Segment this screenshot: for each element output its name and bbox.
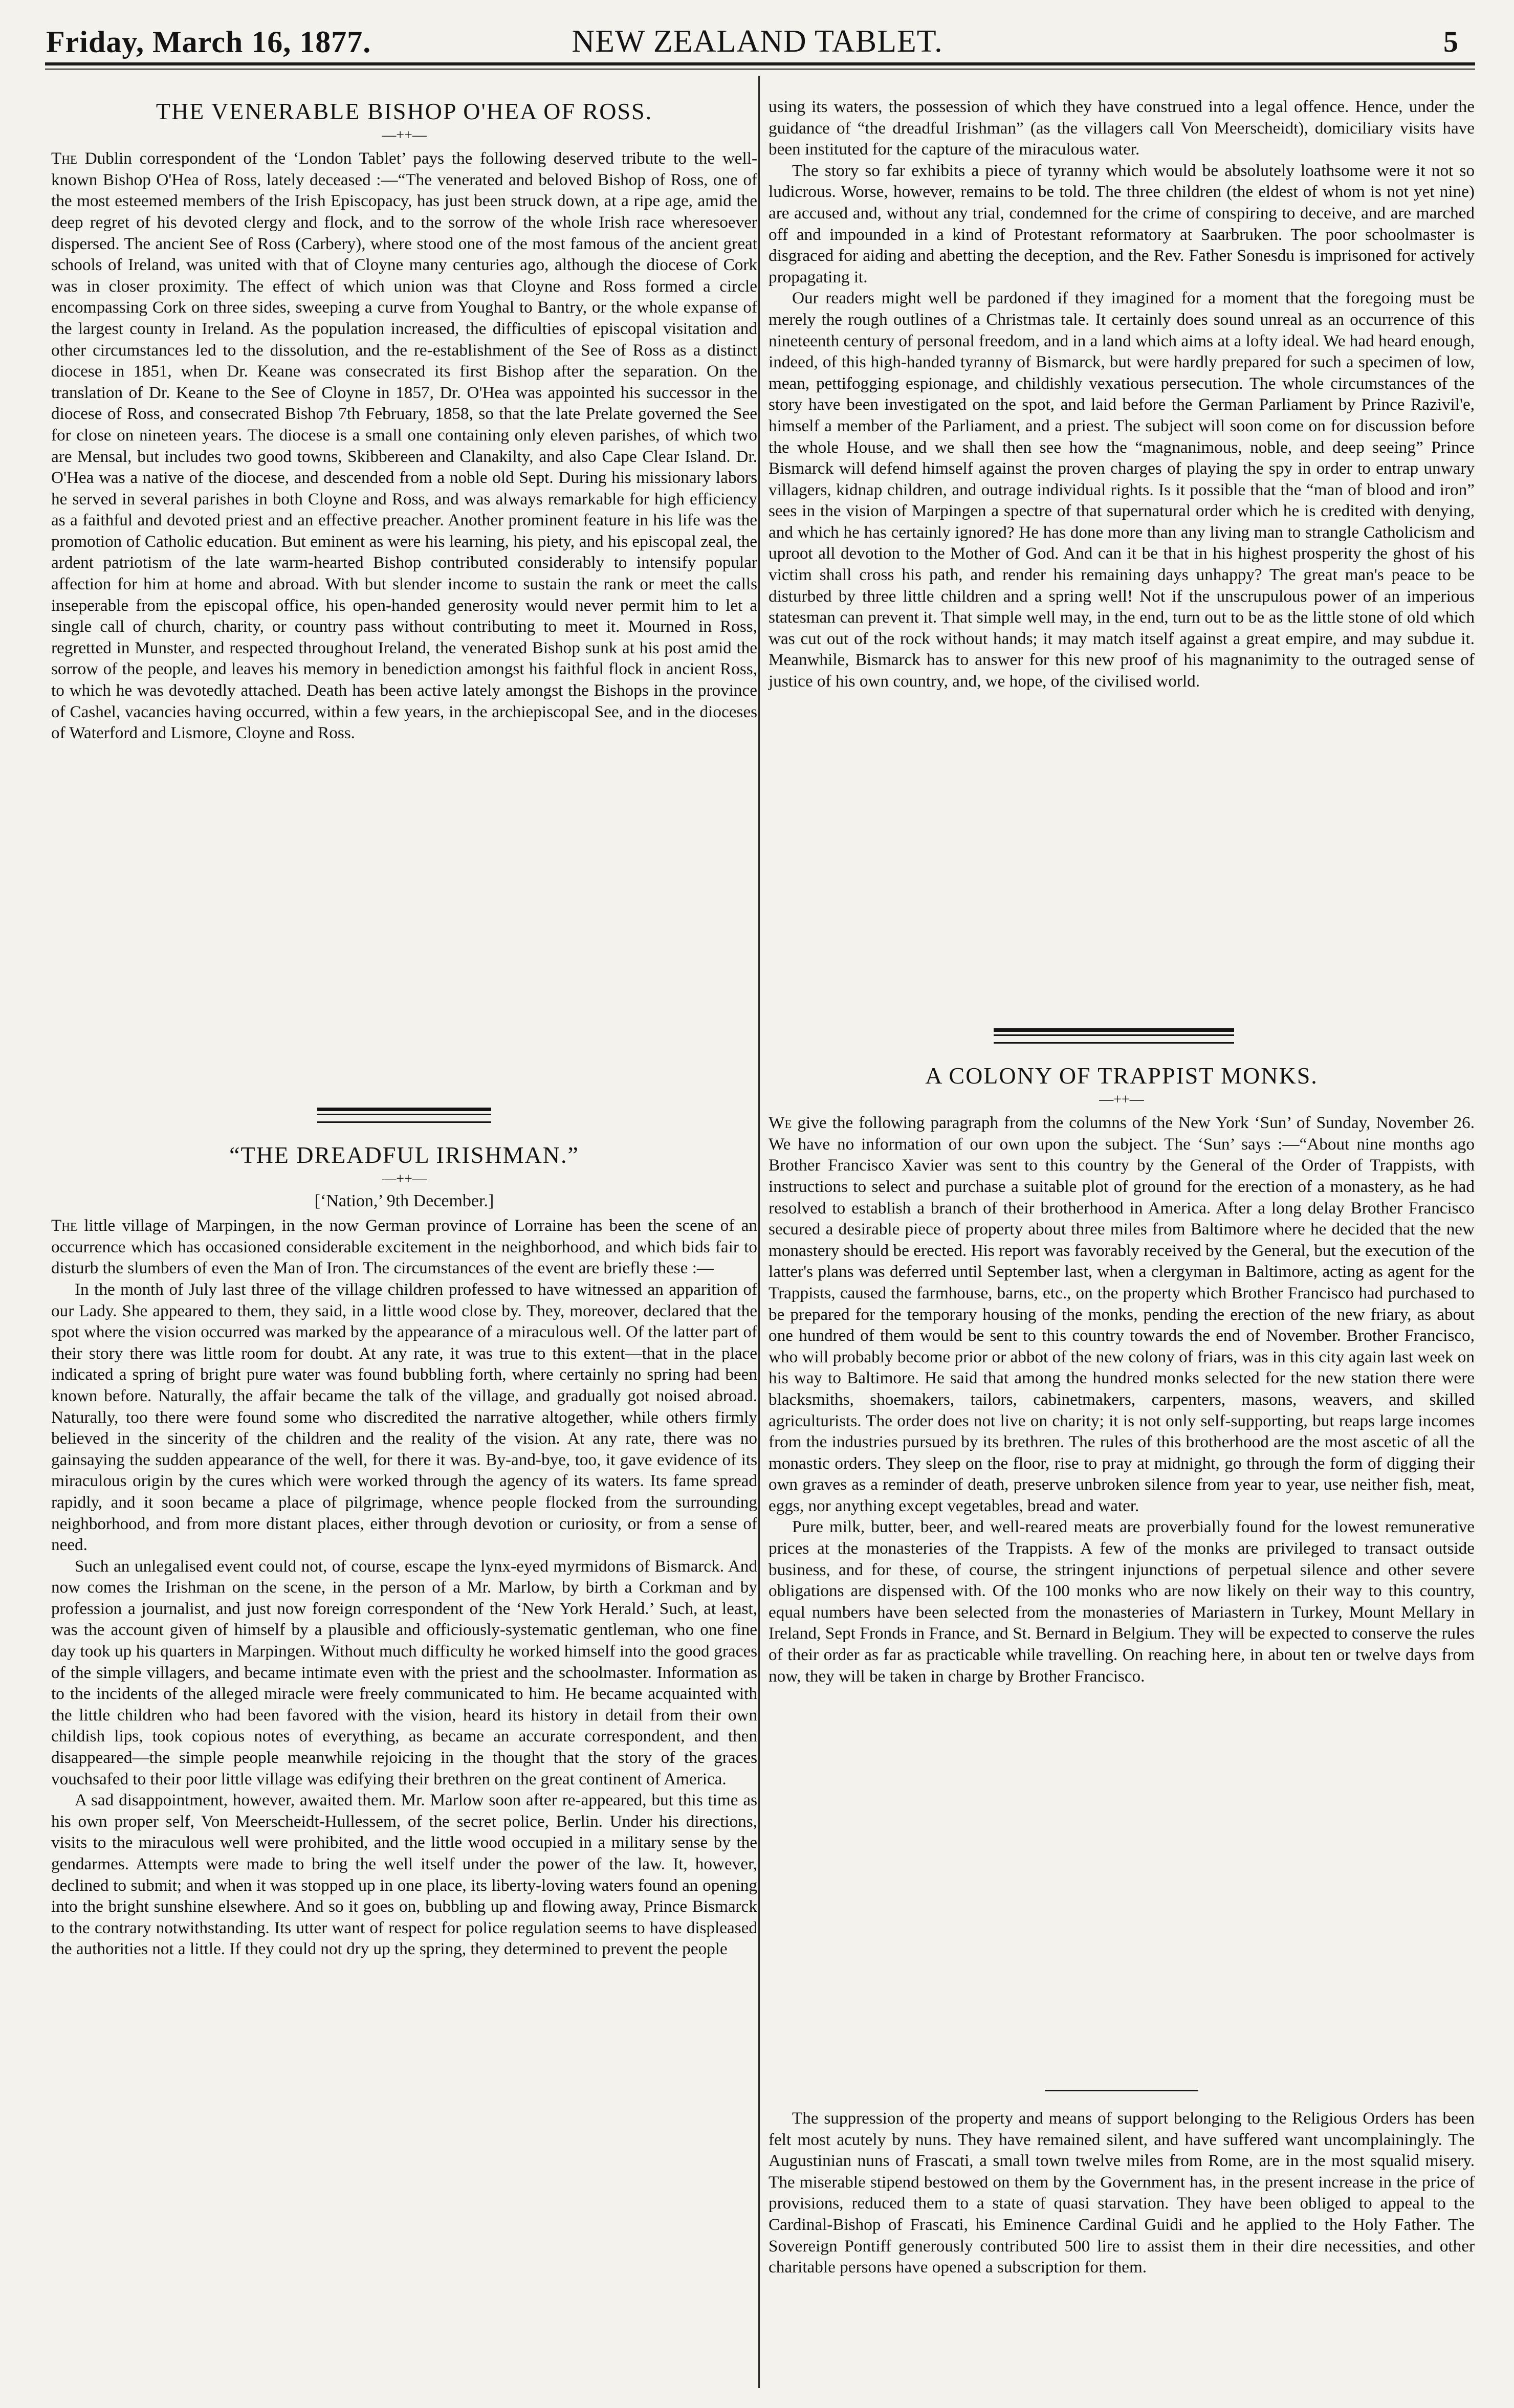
lead-word: We (769, 1113, 792, 1133)
ornament-divider: —++— (382, 127, 427, 144)
masthead-rule (45, 62, 1475, 65)
article-paragraph: Pure milk, butter, beer, and well-reared meats are proverbially found for the lowest remunerative prices at the monasteries of the Trappists. A few of the monks are privileged to transact outside business, and for these, of course, the stringent injunctions of perpetual silence and other severe obligations are dispensed with. Of the 100 monks who are now likely on their way to this country, equal numbers have been selected from the monasteries of Mariastern in Turkey, Mount Mellary in Ireland, Sept Fronds in France, and St. Bernard in Belgium. They will be expected to conserve the rules of their order as far as practicable while travelling. On reaching here, in about ten or twelve days from now, they will be taken in charge by Brother Francisco. (769, 1517, 1475, 1686)
masthead (38, 20, 1476, 61)
article-separator (317, 1108, 491, 1123)
issue-date: Friday, March 16, 1877. (46, 25, 371, 59)
article-paragraph: In the month of July last three of the village children professed to have witnessed an apparition of our Lady. She appeared to them, they said, in a little wood close by. They, moreover, declared that the spot where the vision occurred was marked by the appearance of a miraculous well. Of the latter part of their story there was little room for doubt. At any rate, it was true to this extent—that in the place indicated a spring of bright pure water was found bubbling forth, where certainly no spring had been known before. Naturally, the affair became the talk of the village, and gradually got noised abroad. Naturally, too there were found some who discredited the narrative altogether, while others firmly believed in the sincerity of the children and the reality of the vision. At any rate, there was no gainsaying the sudden appearance of the well, for there it was. By-and-bye, too, it gave evidence of its miraculous origin by the cures which were worked through the agency of its waters. Its fame spread rapidly, and it soon became a place of pilgrimage, whence people flocked from the surrounding neighborhood, and from more distant places, either through devotion or curiosity, or from a sense of need. (51, 1279, 757, 1555)
article-paragraph: The suppression of the property and means of support belonging to the Religious Orders has been felt most acutely by nuns. They have remained silent, and have suffered want uncomplainingly. The Augustinian nuns of Frascati, a small town twelve miles from Rome, are in the most squalid misery. The miserable stipend bestowed on them by the Government has, in the present increase in the price of provisions, reduced them to a state of quasi starvation. They have been obliged to appeal to the Cardinal-Bishop of Frascati, his Eminence Cardinal Guidi and he applied to the Holy Father. The Sovereign Pontiff generously contributed 500 lire to assist them in their dire necessities, and other charitable persons have opened a subscription for them. (769, 2109, 1475, 2277)
column-divider (758, 76, 760, 2388)
article-nuns-suppression (769, 2108, 1475, 2278)
article-paragraph: using its waters, the possession of which they have construed into a legal offence. Hence, under the guidance of “the dreadful Irishman” (as the villagers call Von Meerscheidt), domiciliary visits have been instituted for the capture of the miraculous water. (769, 97, 1475, 159)
article-separator (994, 1028, 1234, 1044)
article-body (769, 2108, 1475, 2278)
article-headline: THE VENERABLE BISHOP O'HEA OF ROSS. (156, 98, 653, 124)
article-body (51, 148, 757, 744)
newspaper-title: NEW ZEALAND TABLET. (572, 24, 943, 59)
article-source-line: [‘Nation,’ 9th December.] (314, 1191, 494, 1211)
article-bishop-ohea (51, 97, 757, 744)
article-headline: “THE DREADFUL IRISHMAN.” (229, 1142, 579, 1168)
article-paragraph: The little village of Marpingen, in the now German province of Lorraine has been the scene of an occurrence which has occasioned considerable excitement in the neighborhood, and which bids fair to disturb the slumbers of even the Man of Iron. The circumstances of the event are briefly these :— (51, 1216, 757, 1278)
masthead-rule-thin (45, 69, 1475, 70)
ornament-divider: —++— (1099, 1092, 1144, 1108)
article-trappist-monks (769, 1062, 1475, 1687)
article-paragraph: We give the following paragraph from the columns of the New York ‘Sun’ of Sunday, November 26. We have no information of our own upon the subject. The ‘Sun’ says :—“About nine months ago Brother Francisco Xavier was sent to this country by the General of the Order of Trappists, with instructions to select and purchase a suitable plot of ground for the erection of a monastery, as he had resolved to establish a branch of their brotherhood in America. After a long delay Brother Francisco secured a desirable piece of property about three miles from Baltimore where he decided that the new monastery should be erected. His report was favorably received by the General, but the execution of the latter's plans was deferred until September last, when a clergyman in Baltimore, acting as agent for the Trappists, caused the farmhouse, barns, etc., on the property which Brother Francisco had purchased to be prepared for the temporary housing of the monks, pending the erection of the new friary, as about one hundred of them would be sent to this country towards the end of November. Brother Francisco, who will probably become prior or abbot of the new colony of friars, was in this city again last week on his way to Baltimore. He said that among the hundred monks selected for the new station there were blacksmiths, shoemakers, tailors, cabinetmakers, carpenters, masons, weavers, and skilled agriculturists. The order does not live on charity; it is not only self-supporting, but reaps large incomes from the industries pursued by its brethren. The rules of this brotherhood are the most ascetic of all the monastic orders. They sleep on the floor, rise to pray at midnight, go through the form of digging their own graves as a reminder of death, preserve unbroken silence from year to year, use neither fish, meat, eggs, nor anything except vegetables, bread and water. (769, 1113, 1475, 1515)
article-paragraph: A sad disappointment, however, awaited them. Mr. Marlow soon after re-appeared, but this time as his own proper self, Von Meerscheidt-Hullessem, of the secret police, Berlin. Under his directions, visits to the miraculous well were prohibited, and the little wood occupied in a military sense by the gendarmes. Attempts were made to bring the well itself under the power of the law. It, however, declined to submit; and when it was stopped up in one place, its liberty-loving waters found an opening into the bright sunshine elsewhere. And so it goes on, bubbling up and flowing away, Prince Bismarck to the contrary notwithstanding. Its utter want of respect for police regulation seems to have displeased the authorities not a little. If they could not dry up the spring, they determined to prevent the people (51, 1791, 757, 1959)
article-body (769, 1112, 1475, 1687)
lead-word: The (51, 1216, 77, 1235)
article-paragraph: The story so far exhibits a piece of tyranny which would be absolutely loathsome were it not so ludicrous. Worse, however, remains to be told. The three children (the eldest of whom is not yet nine) are accused and, without any trial, condemned for the crime of conspiring to deceive, and are marched off and impounded in a kind of Protestant reformatory at Saarbruken. The poor schoolmaster is disgraced for aiding and abetting the deception, and the Rev. Father Sonesdu is imprisoned for actively propagating it. (769, 161, 1475, 286)
article-dreadful-irishman-continued (769, 96, 1475, 692)
lead-word: The (51, 149, 77, 168)
ornament-divider: —++— (382, 1171, 427, 1187)
article-paragraph: The Dublin correspondent of the ‘London Tablet’ pays the following deserved tribute to the well-known Bishop O'Hea of Ross, lately deceased :—“The venerated and beloved Bishop of Ross, one of the most esteemed members of the Irish Episcopacy, has just been struck down, at a ripe age, amid the deep regret of his devoted clergy and flock, and to the sorrow of the whole Irish race wheresoever dispersed. The ancient See of Ross (Carbery), where stood one of the most famous of the ancient great schools of Ireland, was united with that of Cloyne many centuries ago, although the diocese of Cork was in closer proximity. The effect of which union was that Cloyne and Ross formed a circle encompassing Cork on three sides, sweeping a curve from Youghal to Bantry, or the whole expanse of the largest county in Ireland. As the population increased, the difficulties of episcopal visitation and other circumstances led to the dissolution, and the re-establishment of the See of Ross as a distinct diocese in 1851, when Dr. Keane was consecrated its first Bishop after the separation. On the translation of Dr. Keane to the See of Cloyne in 1857, Dr. O'Hea was appointed his successor in the diocese of Ross, and consecrated Bishop 7th February, 1858, so that the late Prelate governed the See for close on nineteen years. The diocese is a small one containing only eleven parishes, of which two are Mensal, but includes two good towns, Skibbereen and Clanakilty, and also Cape Clear Island. Dr. O'Hea was a native of the diocese, and descended from a noble old Sept. During his missionary labors he served in several parishes in both Cloyne and Ross, and was always remarkable for high efficiency as a faithful and devoted priest and an effective preacher. Another prominent feature in his life was the promotion of Catholic education. But eminent as were his learning, his piety, and his episcopal zeal, the ardent patriotism of the late warm-hearted Bishop contributed considerably to intensify popular affection for him at home and abroad. With but slender income to sustain the rank or meet the calls inseperable from the episcopal office, his open-handed generosity would never permit him to let a single call of church, charity, or country pass without contributing to meet it. Mourned in Ross, regretted in Munster, and respected throughout Ireland, the venerated Bishop sunk at his post amid the sorrow of the people, and leaves his memory in benediction amongst his faithful flock in ancient Ross, to which he was devotedly attached. Death has been active lately amongst the Bishops in the province of Cashel, vacancies having occurred, within a few years, in the archiepiscopal See, and in the dioceses of Waterford and Lismore, Cloyne and Ross. (51, 149, 758, 743)
article-paragraph: Such an unlegalised event could not, of course, escape the lynx-eyed myrmidons of Bismarck. And now comes the Irishman on the scene, in the person of a Mr. Marlow, by birth a Corkman and by profession a journalist, and just now foreign correspondent of the ‘New York Herald.’ Such, at least, was the account given of himself by a plausible and officiously-systematic gentleman, who one fine day took up his quarters in Marpingen. Without much difficulty he worked himself into the good graces of the simple villagers, and became intimate even with the priest and the schoolmaster. Information as to the incidents of the alleged miracle were freely communicated to him. He became acquainted with the little children who had been favored with the vision, heard its history in detail from their own childish lips, took copious notes of everything, as became an accurate correspondent, and then disappeared—the simple people meanwhile rejoicing in the thought that the story of the graces vouchsafed to their poor little village was edifying their brethren on the great continent of America. (51, 1556, 757, 1788)
page-number: 5 (1443, 25, 1458, 58)
article-paragraph: Our readers might well be pardoned if they imagined for a moment that the foregoing must be merely the rough outlines of a Christmas tale. It certainly does sound unreal as an occurrence of this nineteenth century of personal freedom, and in a land which aims at a lofty ideal. We had heard enough, indeed, of this high-handed tyranny of Bismarck, but were hardly prepared for such a specimen of low, mean, pettifogging espionage, and childishly vexatious persecution. The whole circumstances of the story have been investigated on the spot, and laid before the German Parliament by Prince Razivil'e, himself a member of the Parliament, and a priest. The subject will soon come on for discussion before the whole House, and we shall then see how the “magnanimous, noble, and deep seeing” Prince Bismarck will defend himself against the proven charges of playing the spy in order to entrap unwary villagers, kidnap children, and outrage individual rights. Is it possible that the “man of blood and iron” sees in the vision of Marpingen a spectre of that supernatural order which he is credited with denying, and which he has certainly ignored? He has done more than any living man to strangle Catholicism and uproot all devotion to the Mother of God. And can it be that in his highest prosperity the ghost of his victim shall cross his path, and render his remaining days unhappy? The great man's peace to be disturbed by three little children and a spring well! Not if the unscrupulous power of an imperious statesman can prevent it. That simple well may, in the end, turn out to be as the little stone of old which was cut out of the rock without hands; it may match itself against a great empire, and may subdue it. Meanwhile, Bismarck has to answer for this new proof of his magnanimity to the outraged sense of justice of his own country, and, we hope, of the civilised world. (769, 289, 1475, 691)
article-headline: A COLONY OF TRAPPIST MONKS. (925, 1063, 1318, 1089)
short-rule (1045, 2090, 1198, 2091)
article-body (51, 1215, 757, 1960)
article-body (769, 96, 1475, 692)
article-dreadful-irishman (51, 1141, 757, 1960)
